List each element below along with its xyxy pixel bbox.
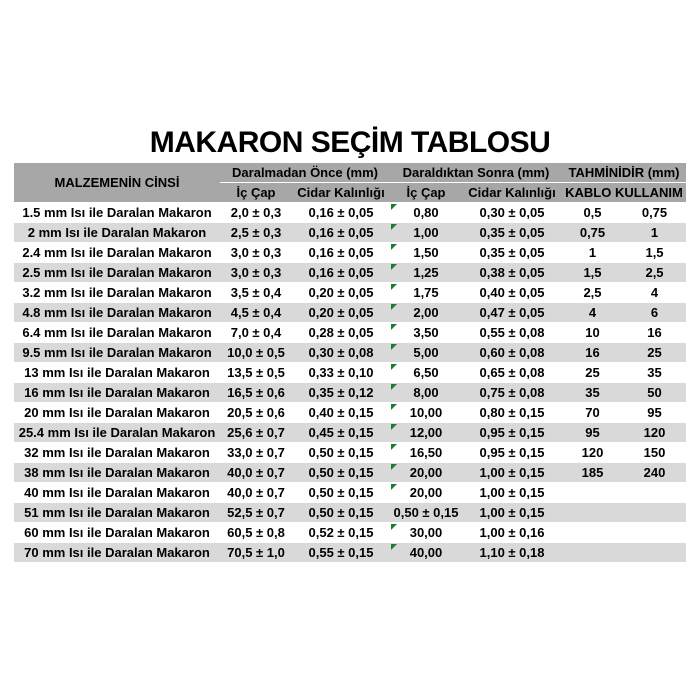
material-cell: 40 mm Isı ile Daralan Makaron [14, 483, 220, 503]
inner-diameter-after-cell: 6,50 [390, 363, 462, 383]
error-indicator-icon [391, 444, 397, 450]
cable-max-cell: 35 [623, 363, 686, 383]
header-inner-diameter-after: İç Çap [390, 183, 462, 203]
table-header [14, 163, 686, 203]
material-cell: 38 mm Isı ile Daralan Makaron [14, 463, 220, 483]
cable-max-cell: 0,75 [623, 203, 686, 223]
inner-diameter-before-cell: 40,0 ± 0,7 [220, 483, 292, 503]
inner-diameter-before-cell: 20,5 ± 0,6 [220, 403, 292, 423]
makaron-selection-table [14, 163, 686, 563]
error-indicator-icon [391, 244, 397, 250]
wall-thickness-after-cell: 0,35 ± 0,05 [462, 223, 562, 243]
cable-max-cell: 16 [623, 323, 686, 343]
wall-thickness-before-cell: 0,35 ± 0,12 [292, 383, 390, 403]
table-row [14, 503, 686, 523]
error-indicator-icon [391, 344, 397, 350]
wall-thickness-before-cell: 0,16 ± 0,05 [292, 203, 390, 223]
material-cell: 2.4 mm Isı ile Daralan Makaron [14, 243, 220, 263]
cable-min-cell: 0,5 [562, 203, 623, 223]
inner-diameter-before-cell: 33,0 ± 0,7 [220, 443, 292, 463]
wall-thickness-before-cell: 0,50 ± 0,15 [292, 463, 390, 483]
error-indicator-icon [391, 404, 397, 410]
page-title: MAKARON SEÇİM TABLOSU [149, 126, 551, 159]
table-row [14, 323, 686, 343]
cable-max-cell: 50 [623, 383, 686, 403]
table-row [14, 423, 686, 443]
cable-min-cell: 25 [562, 363, 623, 383]
material-cell: 9.5 mm Isı ile Daralan Makaron [14, 343, 220, 363]
cable-min-cell: 1,5 [562, 263, 623, 283]
error-indicator-icon [391, 284, 397, 290]
cable-min-cell: 4 [562, 303, 623, 323]
cable-max-cell: 2,5 [623, 263, 686, 283]
material-cell: 60 mm Isı ile Daralan Makaron [14, 523, 220, 543]
cable-min-cell: 35 [562, 383, 623, 403]
material-cell: 20 mm Isı ile Daralan Makaron [14, 403, 220, 423]
wall-thickness-before-cell: 0,52 ± 0,15 [292, 523, 390, 543]
wall-thickness-after-cell: 0,40 ± 0,05 [462, 283, 562, 303]
table-row [14, 223, 686, 243]
cable-min-cell: 16 [562, 343, 623, 363]
wall-thickness-before-cell: 0,28 ± 0,05 [292, 323, 390, 343]
inner-diameter-before-cell: 3,0 ± 0,3 [220, 263, 292, 283]
cable-min-cell: 1 [562, 243, 623, 263]
wall-thickness-before-cell: 0,20 ± 0,05 [292, 303, 390, 323]
inner-diameter-before-cell: 2,5 ± 0,3 [220, 223, 292, 243]
cable-min-cell: 10 [562, 323, 623, 343]
cable-min-cell [562, 523, 623, 543]
cable-min-cell: 120 [562, 443, 623, 463]
wall-thickness-after-cell: 1,00 ± 0,15 [462, 463, 562, 483]
error-indicator-icon [391, 464, 397, 470]
error-indicator-icon [391, 544, 397, 550]
wall-thickness-before-cell: 0,16 ± 0,05 [292, 263, 390, 283]
header-group-estimate: TAHMİNİDİR (mm) [562, 163, 686, 183]
material-cell: 13 mm Isı ile Daralan Makaron [14, 363, 220, 383]
inner-diameter-before-cell: 3,5 ± 0,4 [220, 283, 292, 303]
cable-min-cell: 95 [562, 423, 623, 443]
error-indicator-icon [391, 304, 397, 310]
error-indicator-icon [391, 384, 397, 390]
table-row [14, 383, 686, 403]
inner-diameter-after-cell: 30,00 [390, 523, 462, 543]
material-cell: 1.5 mm Isı ile Daralan Makaron [14, 203, 220, 223]
table-row [14, 523, 686, 543]
wall-thickness-after-cell: 1,00 ± 0,15 [462, 483, 562, 503]
cable-max-cell [623, 523, 686, 543]
wall-thickness-after-cell: 0,30 ± 0,05 [462, 203, 562, 223]
table-row [14, 463, 686, 483]
material-cell: 51 mm Isı ile Daralan Makaron [14, 503, 220, 523]
inner-diameter-after-cell: 20,00 [390, 463, 462, 483]
material-cell: 4.8 mm Isı ile Daralan Makaron [14, 303, 220, 323]
inner-diameter-before-cell: 60,5 ± 0,8 [220, 523, 292, 543]
cable-min-cell: 0,75 [562, 223, 623, 243]
wall-thickness-after-cell: 0,35 ± 0,05 [462, 243, 562, 263]
inner-diameter-after-cell: 1,50 [390, 243, 462, 263]
inner-diameter-before-cell: 2,0 ± 0,3 [220, 203, 292, 223]
wall-thickness-before-cell: 0,20 ± 0,05 [292, 283, 390, 303]
table-row [14, 283, 686, 303]
cable-max-cell [623, 483, 686, 503]
material-cell: 2.5 mm Isı ile Daralan Makaron [14, 263, 220, 283]
cable-max-cell: 1 [623, 223, 686, 243]
error-indicator-icon [391, 224, 397, 230]
wall-thickness-before-cell: 0,50 ± 0,15 [292, 503, 390, 523]
table-body [14, 203, 686, 563]
material-cell: 3.2 mm Isı ile Daralan Makaron [14, 283, 220, 303]
inner-diameter-after-cell: 1,25 [390, 263, 462, 283]
cable-max-cell: 120 [623, 423, 686, 443]
wall-thickness-before-cell: 0,16 ± 0,05 [292, 243, 390, 263]
wall-thickness-after-cell: 0,65 ± 0,08 [462, 363, 562, 383]
inner-diameter-after-cell: 5,00 [390, 343, 462, 363]
wall-thickness-after-cell: 1,00 ± 0,16 [462, 523, 562, 543]
inner-diameter-before-cell: 70,5 ± 1,0 [220, 543, 292, 563]
wall-thickness-before-cell: 0,55 ± 0,15 [292, 543, 390, 563]
table-row [14, 243, 686, 263]
cable-max-cell [623, 503, 686, 523]
table-row [14, 203, 686, 223]
header-group-row [14, 163, 686, 183]
error-indicator-icon [391, 324, 397, 330]
error-indicator-icon [391, 364, 397, 370]
inner-diameter-before-cell: 52,5 ± 0,7 [220, 503, 292, 523]
inner-diameter-before-cell: 13,5 ± 0,5 [220, 363, 292, 383]
inner-diameter-after-cell: 0,80 [390, 203, 462, 223]
header-wall-thickness-before: Cidar Kalınlığı [292, 183, 390, 203]
inner-diameter-before-cell: 3,0 ± 0,3 [220, 243, 292, 263]
cable-max-cell: 1,5 [623, 243, 686, 263]
inner-diameter-after-cell: 16,50 [390, 443, 462, 463]
material-cell: 16 mm Isı ile Daralan Makaron [14, 383, 220, 403]
material-cell: 2 mm Isı ile Daralan Makaron [14, 223, 220, 243]
wall-thickness-before-cell: 0,33 ± 0,10 [292, 363, 390, 383]
material-cell: 32 mm Isı ile Daralan Makaron [14, 443, 220, 463]
cable-min-cell: 70 [562, 403, 623, 423]
header-group-after-shrink: Daraldıktan Sonra (mm) [390, 163, 562, 183]
inner-diameter-after-cell: 1,00 [390, 223, 462, 243]
header-inner-diameter-before: İç Çap [220, 183, 292, 203]
wall-thickness-after-cell: 1,00 ± 0,15 [462, 503, 562, 523]
table-row [14, 263, 686, 283]
inner-diameter-after-cell: 20,00 [390, 483, 462, 503]
inner-diameter-after-cell: 1,75 [390, 283, 462, 303]
cable-max-cell [623, 543, 686, 563]
inner-diameter-after-cell: 10,00 [390, 403, 462, 423]
wall-thickness-after-cell: 0,95 ± 0,15 [462, 443, 562, 463]
header-cable-usage: KABLO KULLANIM [562, 183, 686, 203]
inner-diameter-before-cell: 16,5 ± 0,6 [220, 383, 292, 403]
wall-thickness-after-cell: 0,80 ± 0,15 [462, 403, 562, 423]
cable-max-cell: 25 [623, 343, 686, 363]
table-row [14, 403, 686, 423]
wall-thickness-after-cell: 0,75 ± 0,08 [462, 383, 562, 403]
inner-diameter-after-cell: 40,00 [390, 543, 462, 563]
wall-thickness-before-cell: 0,40 ± 0,15 [292, 403, 390, 423]
error-indicator-icon [391, 204, 397, 210]
wall-thickness-after-cell: 0,95 ± 0,15 [462, 423, 562, 443]
inner-diameter-after-cell: 0,50 ± 0,15 [390, 503, 462, 523]
table-row [14, 443, 686, 463]
inner-diameter-after-cell: 2,00 [390, 303, 462, 323]
wall-thickness-after-cell: 0,38 ± 0,05 [462, 263, 562, 283]
wall-thickness-before-cell: 0,30 ± 0,08 [292, 343, 390, 363]
wall-thickness-before-cell: 0,50 ± 0,15 [292, 443, 390, 463]
wall-thickness-after-cell: 0,55 ± 0,08 [462, 323, 562, 343]
wall-thickness-after-cell: 0,60 ± 0,08 [462, 343, 562, 363]
table-row [14, 303, 686, 323]
table-row [14, 363, 686, 383]
cable-max-cell: 150 [623, 443, 686, 463]
cable-min-cell: 185 [562, 463, 623, 483]
wall-thickness-after-cell: 0,47 ± 0,05 [462, 303, 562, 323]
inner-diameter-before-cell: 10,0 ± 0,5 [220, 343, 292, 363]
header-material: MALZEMENİN CİNSİ [14, 163, 220, 203]
error-indicator-icon [391, 424, 397, 430]
inner-diameter-before-cell: 7,0 ± 0,4 [220, 323, 292, 343]
cable-max-cell: 95 [623, 403, 686, 423]
inner-diameter-before-cell: 4,5 ± 0,4 [220, 303, 292, 323]
cable-min-cell: 2,5 [562, 283, 623, 303]
header-wall-thickness-after: Cidar Kalınlığı [462, 183, 562, 203]
header-group-before-shrink: Daralmadan Önce (mm) [220, 163, 390, 183]
table-row [14, 343, 686, 363]
cable-max-cell: 4 [623, 283, 686, 303]
inner-diameter-after-cell: 3,50 [390, 323, 462, 343]
cable-min-cell [562, 503, 623, 523]
error-indicator-icon [391, 524, 397, 530]
cable-max-cell: 240 [623, 463, 686, 483]
error-indicator-icon [391, 484, 397, 490]
inner-diameter-after-cell: 12,00 [390, 423, 462, 443]
inner-diameter-after-cell: 8,00 [390, 383, 462, 403]
wall-thickness-before-cell: 0,50 ± 0,15 [292, 483, 390, 503]
material-cell: 25.4 mm Isı ile Daralan Makaron [14, 423, 220, 443]
wall-thickness-after-cell: 1,10 ± 0,18 [462, 543, 562, 563]
wall-thickness-before-cell: 0,16 ± 0,05 [292, 223, 390, 243]
error-indicator-icon [391, 264, 397, 270]
table-row [14, 543, 686, 563]
table-row [14, 483, 686, 503]
cable-min-cell [562, 543, 623, 563]
inner-diameter-before-cell: 25,6 ± 0,7 [220, 423, 292, 443]
material-cell: 70 mm Isı ile Daralan Makaron [14, 543, 220, 563]
cable-min-cell [562, 483, 623, 503]
wall-thickness-before-cell: 0,45 ± 0,15 [292, 423, 390, 443]
inner-diameter-before-cell: 40,0 ± 0,7 [220, 463, 292, 483]
cable-max-cell: 6 [623, 303, 686, 323]
material-cell: 6.4 mm Isı ile Daralan Makaron [14, 323, 220, 343]
